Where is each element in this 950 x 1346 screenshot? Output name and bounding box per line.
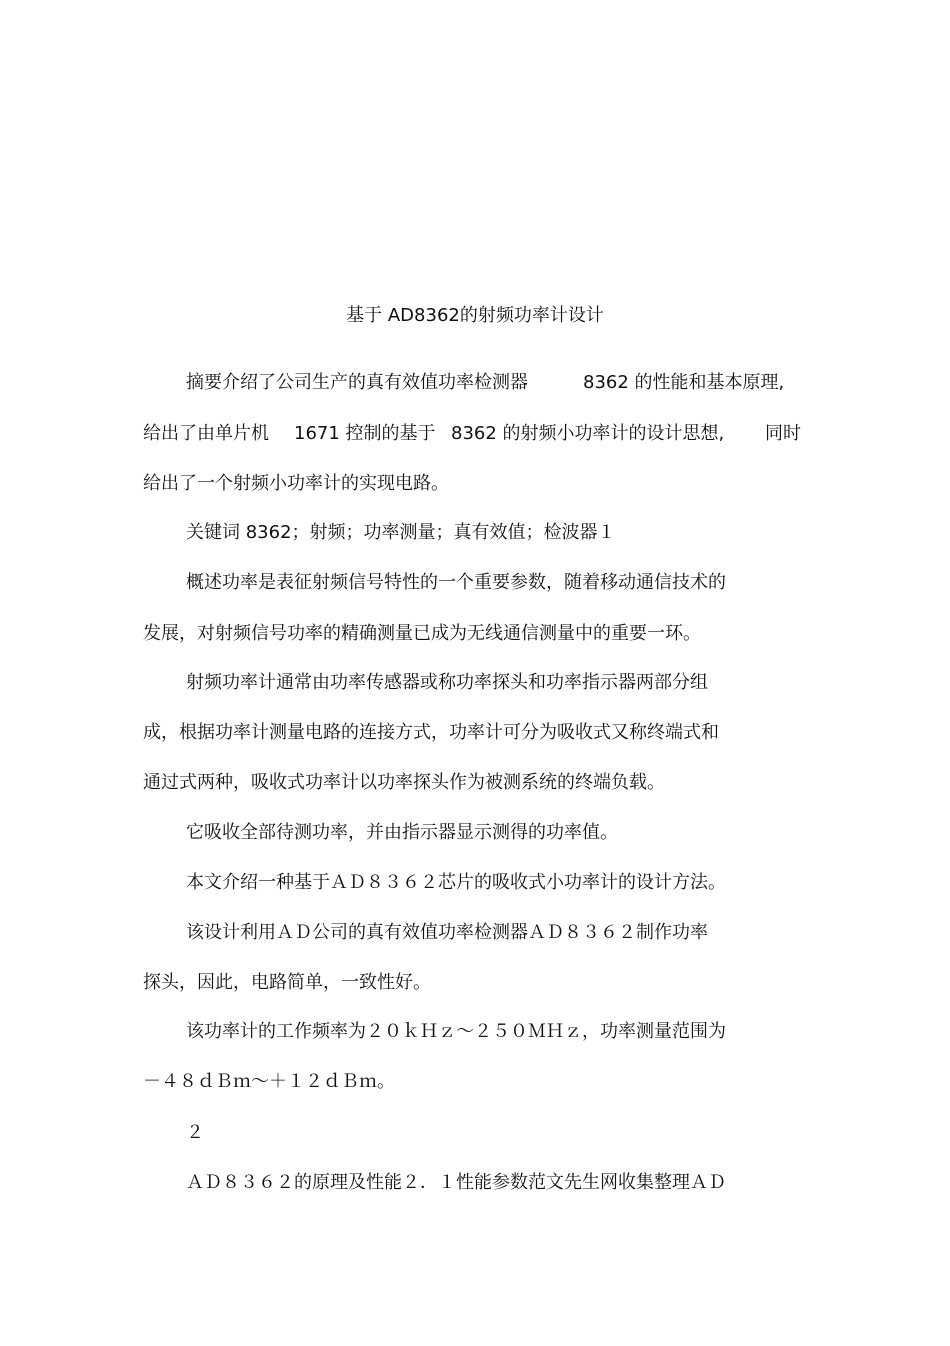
intro-line: 本文介绍一种基于ＡＤ８３６２芯片的吸收式小功率计的设计方法。 [186, 872, 726, 893]
document-title: 基于 AD8362的射频功率计设计 [346, 305, 604, 326]
section-line: ＡＤ８３６２的原理及性能２．１性能参数范文先生网收集整理ＡＤ [186, 1172, 726, 1193]
meter-line-3: 通过式两种，吸收式功率计以功率探头作为被测系统的终端负载。 [143, 772, 665, 793]
freq-line-2: －４８ｄＢｍ～＋１２ｄＢｍ。 [143, 1071, 395, 1092]
abstract-line-2 [143, 421, 813, 447]
section-number: ２ [186, 1122, 204, 1143]
meter-line-1: 射频功率计通常由功率传感器或称功率探头和功率指示器两部分组 [186, 672, 708, 693]
abstract-line-1-text-b: 8362 的性能和基本原理, [583, 372, 785, 393]
absorb-line: 它吸收全部待测功率，并由指示器显示测得的功率值。 [186, 822, 618, 843]
overview-line-2: 发展，对射频信号功率的精确测量已成为无线通信测量中的重要一环。 [143, 623, 701, 644]
meter-line-2: 成，根据功率计测量电路的连接方式，功率计可分为吸收式又称终端式和 [143, 722, 719, 743]
freq-line-1: 该功率计的工作频率为２０ｋＨｚ～２５０ＭＨｚ，功率测量范围为 [186, 1021, 726, 1042]
abstract-line-2-text-d: 同时 [765, 423, 801, 444]
overview-line-1: 概述功率是表征射频信号特性的一个重要参数，随着移动通信技术的 [186, 572, 726, 593]
abstract-line-1-text-a: 摘要介绍了公司生产的真有效值功率检测器 [186, 372, 528, 393]
keywords-line: 关键词 8362；射频；功率测量；真有效值；检波器１ [186, 522, 616, 543]
abstract-line-2-text-b: 1671 控制的基于 [294, 423, 436, 444]
design-line-2: 探头，因此，电路简单，一致性好。 [143, 972, 431, 993]
abstract-line-2-text-a: 给出了由单片机 [143, 423, 269, 444]
abstract-line-2-text-c: 8362 的射频小功率计的设计思想, [451, 423, 725, 444]
design-line-1: 该设计利用ＡＤ公司的真有效值功率检测器ＡＤ８３６２制作功率 [186, 922, 708, 943]
abstract-line-1 [186, 370, 826, 396]
abstract-line-3: 给出了一个射频小功率计的实现电路。 [143, 473, 449, 494]
